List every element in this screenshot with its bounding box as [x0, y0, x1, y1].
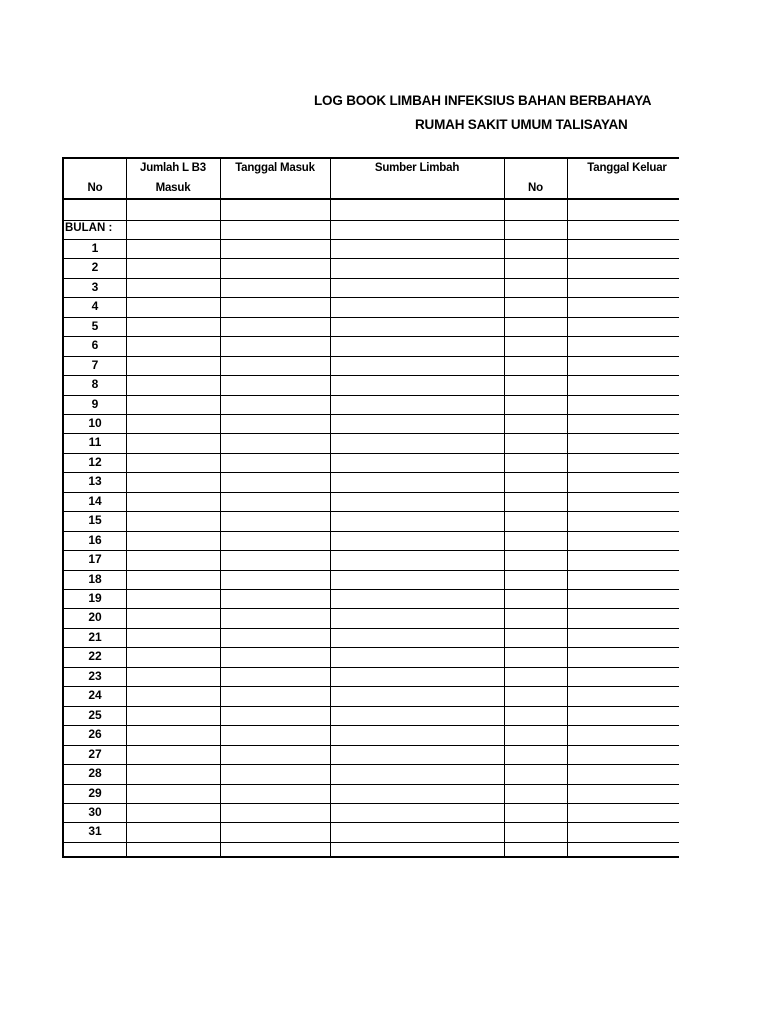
column-divider: [504, 159, 505, 856]
row-number: 9: [91, 396, 99, 411]
row-divider: [64, 803, 679, 804]
row-number: 30: [88, 804, 102, 819]
row-divider: [64, 472, 679, 473]
row-divider: [64, 278, 679, 279]
row-number: 22: [88, 649, 102, 664]
row-number: 21: [88, 629, 102, 644]
row-number: 16: [88, 532, 102, 547]
month-label: BULAN :: [65, 222, 113, 234]
row-number: 29: [88, 785, 102, 800]
row-divider: [64, 550, 679, 551]
row-number: 23: [88, 668, 102, 683]
header-no-2: No: [528, 182, 543, 194]
row-number: 10: [88, 415, 102, 430]
row-divider: [64, 220, 679, 221]
header-tanggal-masuk: Tanggal Masuk: [235, 162, 315, 174]
header-tanggal-keluar: Tanggal Keluar: [587, 162, 667, 174]
row-divider: [64, 706, 679, 707]
row-divider: [64, 258, 679, 259]
row-divider: [64, 511, 679, 512]
row-divider: [64, 822, 679, 823]
row-divider: [64, 842, 679, 843]
header-divider: [64, 198, 679, 200]
row-number: 18: [88, 571, 102, 586]
column-divider: [126, 159, 127, 856]
hospital-name: RUMAH SAKIT UMUM TALISAYAN: [415, 117, 628, 132]
row-divider: [64, 414, 679, 415]
row-divider: [64, 336, 679, 337]
header-sumber-limbah: Sumber Limbah: [374, 162, 460, 174]
row-divider: [64, 356, 679, 357]
header-jumlah-lb3: Jumlah L B3: [140, 162, 206, 174]
row-number: 3: [91, 279, 99, 294]
row-divider: [64, 608, 679, 609]
row-number: 13: [88, 474, 102, 489]
row-divider: [64, 433, 679, 434]
log-book-title: LOG BOOK LIMBAH INFEKSIUS BAHAN BERBAHAYA: [314, 93, 652, 108]
row-divider: [64, 667, 679, 668]
row-divider: [64, 395, 679, 396]
row-divider: [64, 570, 679, 571]
log-book-table: [62, 157, 679, 858]
row-number: 31: [88, 824, 102, 839]
row-number: 14: [88, 493, 102, 508]
row-divider: [64, 647, 679, 648]
row-number: 6: [91, 338, 99, 353]
row-number: 8: [91, 377, 99, 391]
row-number: 1: [91, 240, 99, 255]
row-number: 28: [88, 766, 102, 780]
row-number: 26: [88, 727, 102, 742]
header-jumlah-masuk: Masuk: [155, 182, 191, 194]
row-divider: [64, 492, 679, 493]
row-divider: [64, 725, 679, 726]
row-divider: [64, 297, 679, 298]
row-number: 7: [91, 357, 99, 372]
row-number: 24: [88, 688, 102, 703]
column-divider: [330, 159, 331, 856]
row-divider: [64, 453, 679, 454]
column-divider: [567, 159, 568, 856]
row-number: 19: [88, 591, 102, 605]
row-divider: [64, 375, 679, 376]
row-number: 20: [88, 610, 102, 625]
row-number: 27: [88, 746, 102, 761]
row-divider: [64, 764, 679, 765]
row-number: 4: [91, 299, 99, 314]
row-divider: [64, 784, 679, 785]
row-divider: [64, 628, 679, 629]
header-no: No: [87, 182, 103, 194]
row-number: 11: [88, 435, 102, 450]
row-number: 25: [88, 707, 102, 722]
row-number: 2: [91, 260, 99, 275]
row-divider: [64, 745, 679, 746]
row-divider: [64, 686, 679, 687]
row-number: 15: [88, 513, 102, 528]
row-divider: [64, 531, 679, 532]
row-number: 5: [91, 318, 99, 333]
row-divider: [64, 317, 679, 318]
row-number: 12: [88, 454, 102, 469]
row-divider: [64, 239, 679, 240]
column-divider: [220, 159, 221, 856]
row-divider: [64, 589, 679, 590]
row-number: 17: [88, 552, 102, 567]
